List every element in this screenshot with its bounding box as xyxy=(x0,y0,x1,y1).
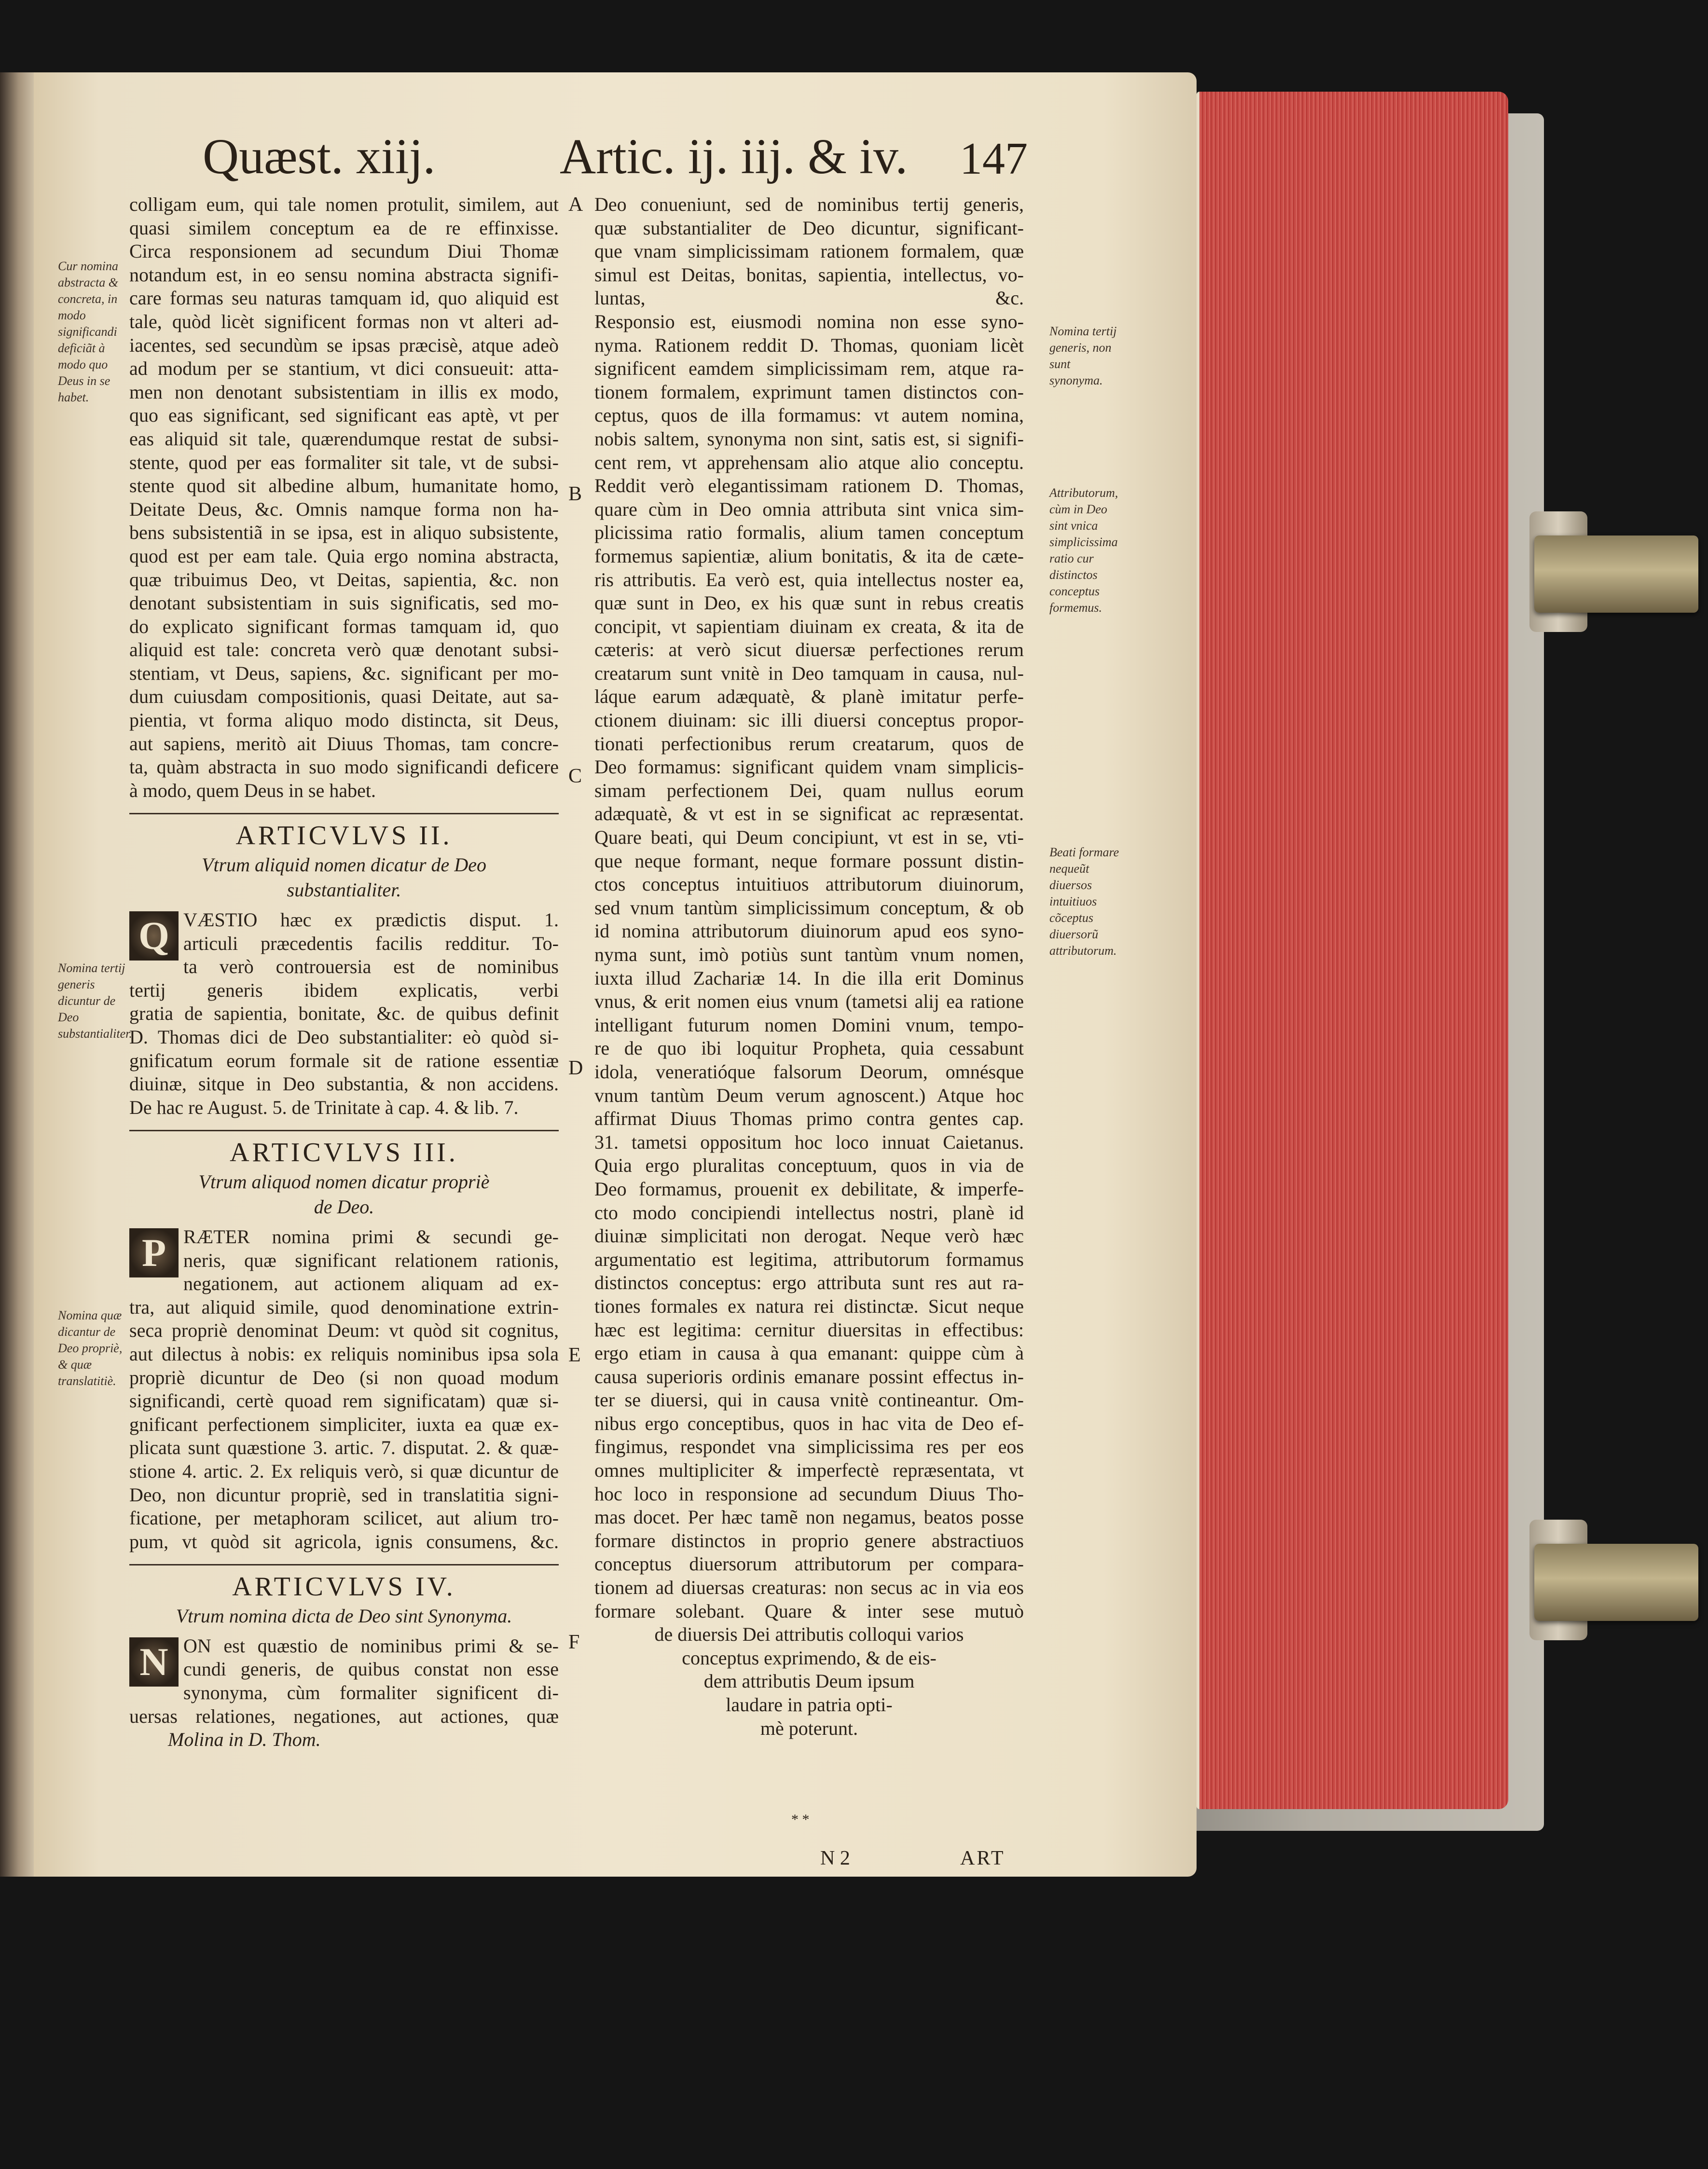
text-line: iacentes, sed secundùm se ipsas præcisè, atque adeò xyxy=(129,334,559,356)
text-line: quasi similem conceptum ea de re effinxisse. xyxy=(129,217,559,239)
page-number: 147 xyxy=(960,134,1028,184)
text-line: stentiam, vt Deus, sapiens, &c. significant per mo- xyxy=(129,662,559,684)
article-3-question-line-2: de Deo. xyxy=(314,1195,374,1218)
margin-note-left-2: Nomina tertij generis dicuntur de Deo substantialiter. xyxy=(58,961,132,1041)
text-line: tionem formalem, exprimunt tamen distinctos con- xyxy=(594,381,1024,403)
text-line: care formas seu naturas tamquam id, quo aliquid est xyxy=(129,287,559,309)
section-rule xyxy=(129,1564,559,1565)
article-4-heading: ARTICVLVS IV. xyxy=(232,1572,456,1602)
article-3-heading: ARTICVLVS III. xyxy=(230,1138,458,1168)
text-line: quare cùm in Deo omnia attributa sint vnica sim- xyxy=(594,498,1024,520)
text-line: Deo formamus: significant quidem vnam simplicis- xyxy=(594,756,1024,778)
section-letter-a: A xyxy=(568,193,583,216)
section-letter-c: C xyxy=(568,765,582,787)
text-line: distinctos conceptus: ergo attributa sunt res aut ra- xyxy=(594,1272,1024,1294)
text-line: nibus ergo conceptibus, quos in hac vita de Deo ef- xyxy=(594,1412,1024,1434)
text-line: simam perfectionem Dei, quam nullus eorum xyxy=(594,779,1024,801)
text-line: id nomina attributorum diuinorum apud eos syno- xyxy=(594,920,1024,942)
text-line: pum, vt quòd sit agricola, ignis consumens, &c. xyxy=(129,1530,559,1552)
text-line: plicissima ratio formalis, alium tamen conceptum xyxy=(594,522,1024,544)
running-head-articles: Artic. ij. iij. & iv. xyxy=(560,129,908,184)
text-line: aut sapiens, meritò ait Diuus Thomas, tam concre- xyxy=(129,732,559,755)
text-line: gnificant perfectionem simpliciter, iuxta ea quæ ex- xyxy=(129,1413,559,1435)
article-4-body xyxy=(129,1634,559,1728)
closing-stars: * * xyxy=(791,1812,810,1827)
text-line: formemus sapientiæ, alium bonitatis, & ita de cæte- xyxy=(594,545,1024,567)
text-line: neris, quæ significant relationem rationis, xyxy=(183,1249,559,1271)
text-line: hoc loco in responsione ad secundum Diuus Tho- xyxy=(594,1483,1024,1505)
text-line: cundi generis, de quibus constat non esse xyxy=(183,1658,559,1680)
text-line: bens subsistentiã in se ipsa, est in aliquo subsistente, xyxy=(129,522,559,544)
text-line: tale, quòd licèt significent formas non vt alteri ad- xyxy=(129,310,559,332)
text-line: Deo, non dicuntur propriè, sed in translatitia signi- xyxy=(129,1483,559,1506)
margin-note-right-2: Attributorum, cùm in Deo sint vnica simplicissima ratio cur distinctos conceptus formemus. xyxy=(1049,486,1118,615)
article-3-body xyxy=(129,1225,559,1553)
text-line: cto modo concipiendi intellectus nostri, planè id xyxy=(594,1201,1024,1223)
text-line: ctionem diuinam: sic illi diuersi conceptus propor- xyxy=(594,709,1024,731)
text-line: affirmat Diuus Thomas primo contra gentes cap. xyxy=(594,1108,1024,1130)
text-line: men non denotant subsistentiam in illis ex modo, xyxy=(129,381,559,403)
text-line: ergo etiam in causa à qua emanant: quippe cùm à xyxy=(594,1342,1024,1364)
text-line: aliquid est tale: concreta verò quæ denotant subsi- xyxy=(129,639,559,661)
text-line: concipit, vt sapientiam diuinam ex creata, & ita de xyxy=(594,615,1024,637)
text-line: que neque formant, neque formare possunt distin- xyxy=(594,850,1024,872)
text-line: De hac re August. 5. de Trinitate à cap. 4. & lib. 7. xyxy=(129,1096,519,1118)
text-line: conceptus diuersorum attributorum per compara- xyxy=(594,1553,1024,1575)
red-page-edges xyxy=(1197,92,1508,1809)
text-line: ficatione, per metaphoram scilicet, aut alium tro- xyxy=(129,1507,559,1529)
text-line: significandi, certè quoad rem significatam) quæ si- xyxy=(129,1390,559,1412)
text-line: D. Thomas dici de Deo substantialiter: eò quòd si- xyxy=(129,1026,559,1048)
text-line: colligam eum, qui tale nomen protulit, similem, aut xyxy=(129,193,559,215)
section-letter-f: F xyxy=(568,1631,580,1653)
catchline-molina: Molina in D. Thom. xyxy=(168,1729,321,1751)
text-line: ter se diuersi, qui in causa vnitè contineantur. Om- xyxy=(594,1389,1024,1411)
text-line: mas docet. Per hæc tamẽ non negamus, beatos posse xyxy=(594,1506,1024,1528)
text-line: fingimus, respondet vna simplicissima res per eos xyxy=(594,1436,1024,1458)
running-head-question: Quæst. xiij. xyxy=(203,129,436,184)
text-line: Deitate Deus, &c. Omnis namque forma non ha- xyxy=(129,498,559,520)
text-line: pientia, vt forma aliquo modo distincta, sit Deus, xyxy=(129,709,559,731)
text-line: quæ sunt in Deo, ex his quæ sunt in rebus creatis xyxy=(594,592,1024,614)
section-letter-e: E xyxy=(568,1344,581,1366)
previous-page-edge xyxy=(0,72,34,1877)
text-line: quod est per eam tale. Quia ergo nomina abstracta, xyxy=(129,545,559,567)
section-letter-d: D xyxy=(568,1057,583,1079)
text-line: de diuersis Dei attributis colloqui varios xyxy=(654,1623,964,1646)
article-2-body xyxy=(129,908,559,1119)
text-line: VÆSTIO hæc ex prædictis disput. 1. xyxy=(183,909,559,931)
text-line: articuli præcedentis facilis redditur. To- xyxy=(183,932,559,954)
text-line: negationem, aut actionem aliquam ad ex- xyxy=(183,1273,559,1295)
section-letter-b: B xyxy=(568,483,582,505)
text-line: láque earum adæquatè, & planè imitatur perfe- xyxy=(594,686,1024,708)
text-line: hæc est legitima: cernitur diuersitas in effectibus: xyxy=(594,1318,1024,1341)
text-line: plicata sunt quæstione 3. artic. 7. disputat. 2. & quæ- xyxy=(129,1437,559,1459)
text-line: intelligant futurum nomen Domini vnum, tempo- xyxy=(594,1014,1024,1036)
margin-note-left-3: Nomina quæ dicantur de Deo propriè, & quæ translatitiè. xyxy=(58,1308,123,1388)
section-rule xyxy=(129,813,559,814)
text-line: conceptus exprimendo, & de eis- xyxy=(682,1647,937,1669)
text-line: ctos conceptus intuitiuos attributorum diuinorum, xyxy=(594,873,1024,895)
text-line: do explicato significant formas tamquam id, quo xyxy=(129,615,559,637)
text-line: creatarum sunt vnitè in Deo tamquam in causa, nul- xyxy=(594,662,1024,684)
text-line: luntas, &c. xyxy=(594,287,1024,309)
text-line: iuxta illud Zachariæ 14. In die illa erit Dominus xyxy=(594,967,1024,989)
text-line: Quare beati, qui Deum concipiunt, vt est in se, vti- xyxy=(594,826,1024,849)
text-line: cæteris: at verò sicut diuersæ perfectiones rerum xyxy=(594,639,1024,661)
right-column xyxy=(594,193,1024,1740)
closing-tailpiece xyxy=(594,1623,1024,1740)
text-line: nyma sunt, imò potiùs sunt tantùm vnum nomen, xyxy=(594,944,1024,965)
text-line: adæquatè, & vt est in se significat ac repræsentat. xyxy=(594,803,1024,825)
article-4-lines xyxy=(129,1634,559,1728)
text-line: quæ substantialiter de Deo dicuntur, significant- xyxy=(594,217,1024,239)
text-line: formare solebant. Quare & inter sese mutuò xyxy=(594,1600,1024,1622)
text-line: seca propriè denominat Deum: vt quòd sit cognitus, xyxy=(129,1319,559,1342)
text-line: nobis saltem, synonyma non sint, satis est, si signifi- xyxy=(594,427,1024,450)
text-line: stione 4. artic. 2. Ex reliquis verò, si quæ dicuntur de xyxy=(129,1460,559,1482)
text-line: cent rem, vt apprehensam alio atque alio conceptu. xyxy=(594,451,1024,473)
text-line: Quia ergo pluralitas conceptuum, quos in via de xyxy=(594,1154,1024,1177)
text-line: eas aliquid sit tale, quærendumque restat de subsi- xyxy=(129,427,559,450)
text-line: mè poterunt. xyxy=(760,1717,858,1739)
brass-clasp-lower xyxy=(1534,1544,1698,1621)
article-2-dropcap: Q xyxy=(129,911,179,961)
text-line: sed vnum tantùm simplicissimum conceptum, & ob xyxy=(594,896,1024,919)
article-2-question-line-1: Vtrum aliquid nomen dicatur de Deo xyxy=(202,854,486,876)
article-2-heading: ARTICVLVS II. xyxy=(235,821,453,851)
text-line: gratia de sapientia, bonitate, &c. de quibus definit xyxy=(129,1002,559,1025)
section-rule xyxy=(129,1130,559,1131)
text-line: tionem ad diuersas creaturas: non secus ac in via eos xyxy=(594,1577,1024,1599)
text-line: stente, quod per eas formaliter sit tale, vt de subsi- xyxy=(129,451,559,473)
text-line: nyma. Rationem reddit D. Thomas, quoniam licèt xyxy=(594,334,1024,356)
text-line: notandum est, in eo sensu nomina abstracta signifi- xyxy=(129,263,559,286)
text-line: ta, quàm abstracta in suo modo significandi deficere xyxy=(129,756,559,778)
margin-note-left-1: Cur nomina abstracta & concreta, in modo significandi deficiãt à modo quo Deus in se habet. xyxy=(58,259,118,404)
right-column-lines xyxy=(594,193,1024,1623)
text-line: RÆTER nomina primi & secundi ge- xyxy=(183,1225,559,1248)
article-4-question: Vtrum nomina dicta de Deo sint Synonyma. xyxy=(176,1605,512,1627)
article-4-dropcap: N xyxy=(129,1637,179,1687)
margin-note-right-3: Beati formare nequeũt diuersos intuitiuos cõceptus diuersorũ attributorum. xyxy=(1049,845,1119,958)
text-line: tertij generis ibidem explicatis, verbi xyxy=(129,979,559,1001)
text-line: tiones formales ex natura rei distinctæ. Sicut neque xyxy=(594,1295,1024,1317)
text-line: ad modum per se stantium, vt dici consueuit: atta- xyxy=(129,357,559,380)
running-head xyxy=(203,128,1028,186)
text-line: dem attributis Deum ipsum xyxy=(703,1670,915,1692)
text-line: dum cuiusdam compositionis, quasi Deitate, aut sa- xyxy=(129,686,559,708)
text-line: quo eas significant, sed significant eas aptè, vt per xyxy=(129,404,559,426)
text-line: synonyma, cùm formaliter significent di- xyxy=(183,1682,559,1704)
text-line: quæ tribuimus Deo, vt Deitas, sapientia, &c. non xyxy=(129,568,559,590)
text-line: causa superioris ordinis emanare possint effectus in- xyxy=(594,1365,1024,1387)
text-line: stente quod sit albedine album, humanitate homo, xyxy=(129,475,559,497)
text-line: vnus, & erit nomen eius vnum (tametsi alij ea ratione xyxy=(594,990,1024,1013)
text-line: à modo, quem Deus in se habet. xyxy=(129,779,376,801)
text-line: ON est quæstio de nominibus primi & se- xyxy=(183,1634,559,1657)
text-line: laudare in patria opti- xyxy=(726,1694,893,1716)
text-line: que vnam simplicissimam rationem formalem, quæ xyxy=(594,240,1024,262)
text-line: Reddit verò elegantissimam rationem D. Thomas, xyxy=(594,475,1024,497)
text-line: vnum tantùm Deum verum agnoscent.) Atque hoc xyxy=(594,1084,1024,1106)
text-line: idola, veneratióque falsorum Deorum, omnésque xyxy=(594,1060,1024,1083)
text-line: Responsio est, eiusmodi nomina non esse syno- xyxy=(594,310,1024,332)
article-2-question-line-2: substantialiter. xyxy=(287,879,401,901)
text-line: tionati perfectionibus rerum creatarum, quos de xyxy=(594,732,1024,755)
text-line: denotant subsistentiam in suis significatis, sed mo- xyxy=(129,592,559,614)
text-line: 31. tametsi oppositum hoc loco innuat Caietanus. xyxy=(594,1131,1024,1153)
text-line: ta verò controuersia est de nominibus xyxy=(183,956,559,978)
text-line: formare distinctos in proprio genere abstractiuos xyxy=(594,1529,1024,1551)
text-line: diuinæ, sitque in Deo substantia, & non accidens. xyxy=(129,1073,559,1095)
catchword: ART xyxy=(960,1847,1006,1869)
article-3-dropcap: P xyxy=(129,1228,179,1277)
left-column xyxy=(129,193,559,1752)
text-line: propriè dicuntur de Deo (si non quoad modum xyxy=(129,1366,559,1388)
text-line: aut dilectus à nobis: ex reliquis nominibus ipsa sola xyxy=(129,1343,559,1365)
brass-clasp-upper xyxy=(1534,535,1698,613)
margin-note-right-1: Nomina tertij generis, non sunt synonyma. xyxy=(1049,324,1117,387)
text-line: argumentatio est legitima, attributorum formamus xyxy=(594,1248,1024,1270)
text-line: Deo formamus, prouenit ex debilitate, & imperfe- xyxy=(594,1178,1024,1200)
text-line: uersas relationes, negationes, aut actiones, quæ xyxy=(129,1705,559,1727)
text-line: diuinæ simplicitati non derogat. Neque verò hæc xyxy=(594,1225,1024,1247)
signature-mark: N 2 xyxy=(820,1847,850,1869)
text-line: gnificatum eorum formale sit de ratione essentiæ xyxy=(129,1049,559,1071)
text-line: ris attributis. Ea verò est, quia intellectus noster ea, xyxy=(594,568,1024,590)
text-line: significent eamdem simplicissimam rem, atque ra- xyxy=(594,357,1024,380)
text-line: re de quo ibi loquitur Propheta, quia cessabunt xyxy=(594,1037,1024,1059)
text-line: tra, aut aliquid simile, quod denominatione extrin- xyxy=(129,1296,559,1318)
text-line: ceptus, quos de illa formamus: vt autem nomina, xyxy=(594,404,1024,426)
article-3-lines xyxy=(129,1225,559,1553)
article-3-question-line-1: Vtrum aliquod nomen dicatur propriè xyxy=(198,1170,490,1193)
text-line: Deo conueniunt, sed de nominibus tertij generis, xyxy=(594,193,1024,215)
text-line: omnes multipliciter & imperfectè repræsentata, vt xyxy=(594,1459,1024,1482)
text-line: Circa responsionem ad secundum Diui Thomæ xyxy=(129,240,559,262)
left-top-paragraphs xyxy=(129,193,559,802)
article-2-lines xyxy=(129,908,559,1119)
text-line: simul est Deitas, bonitas, sapientia, intellectus, vo- xyxy=(594,263,1024,286)
